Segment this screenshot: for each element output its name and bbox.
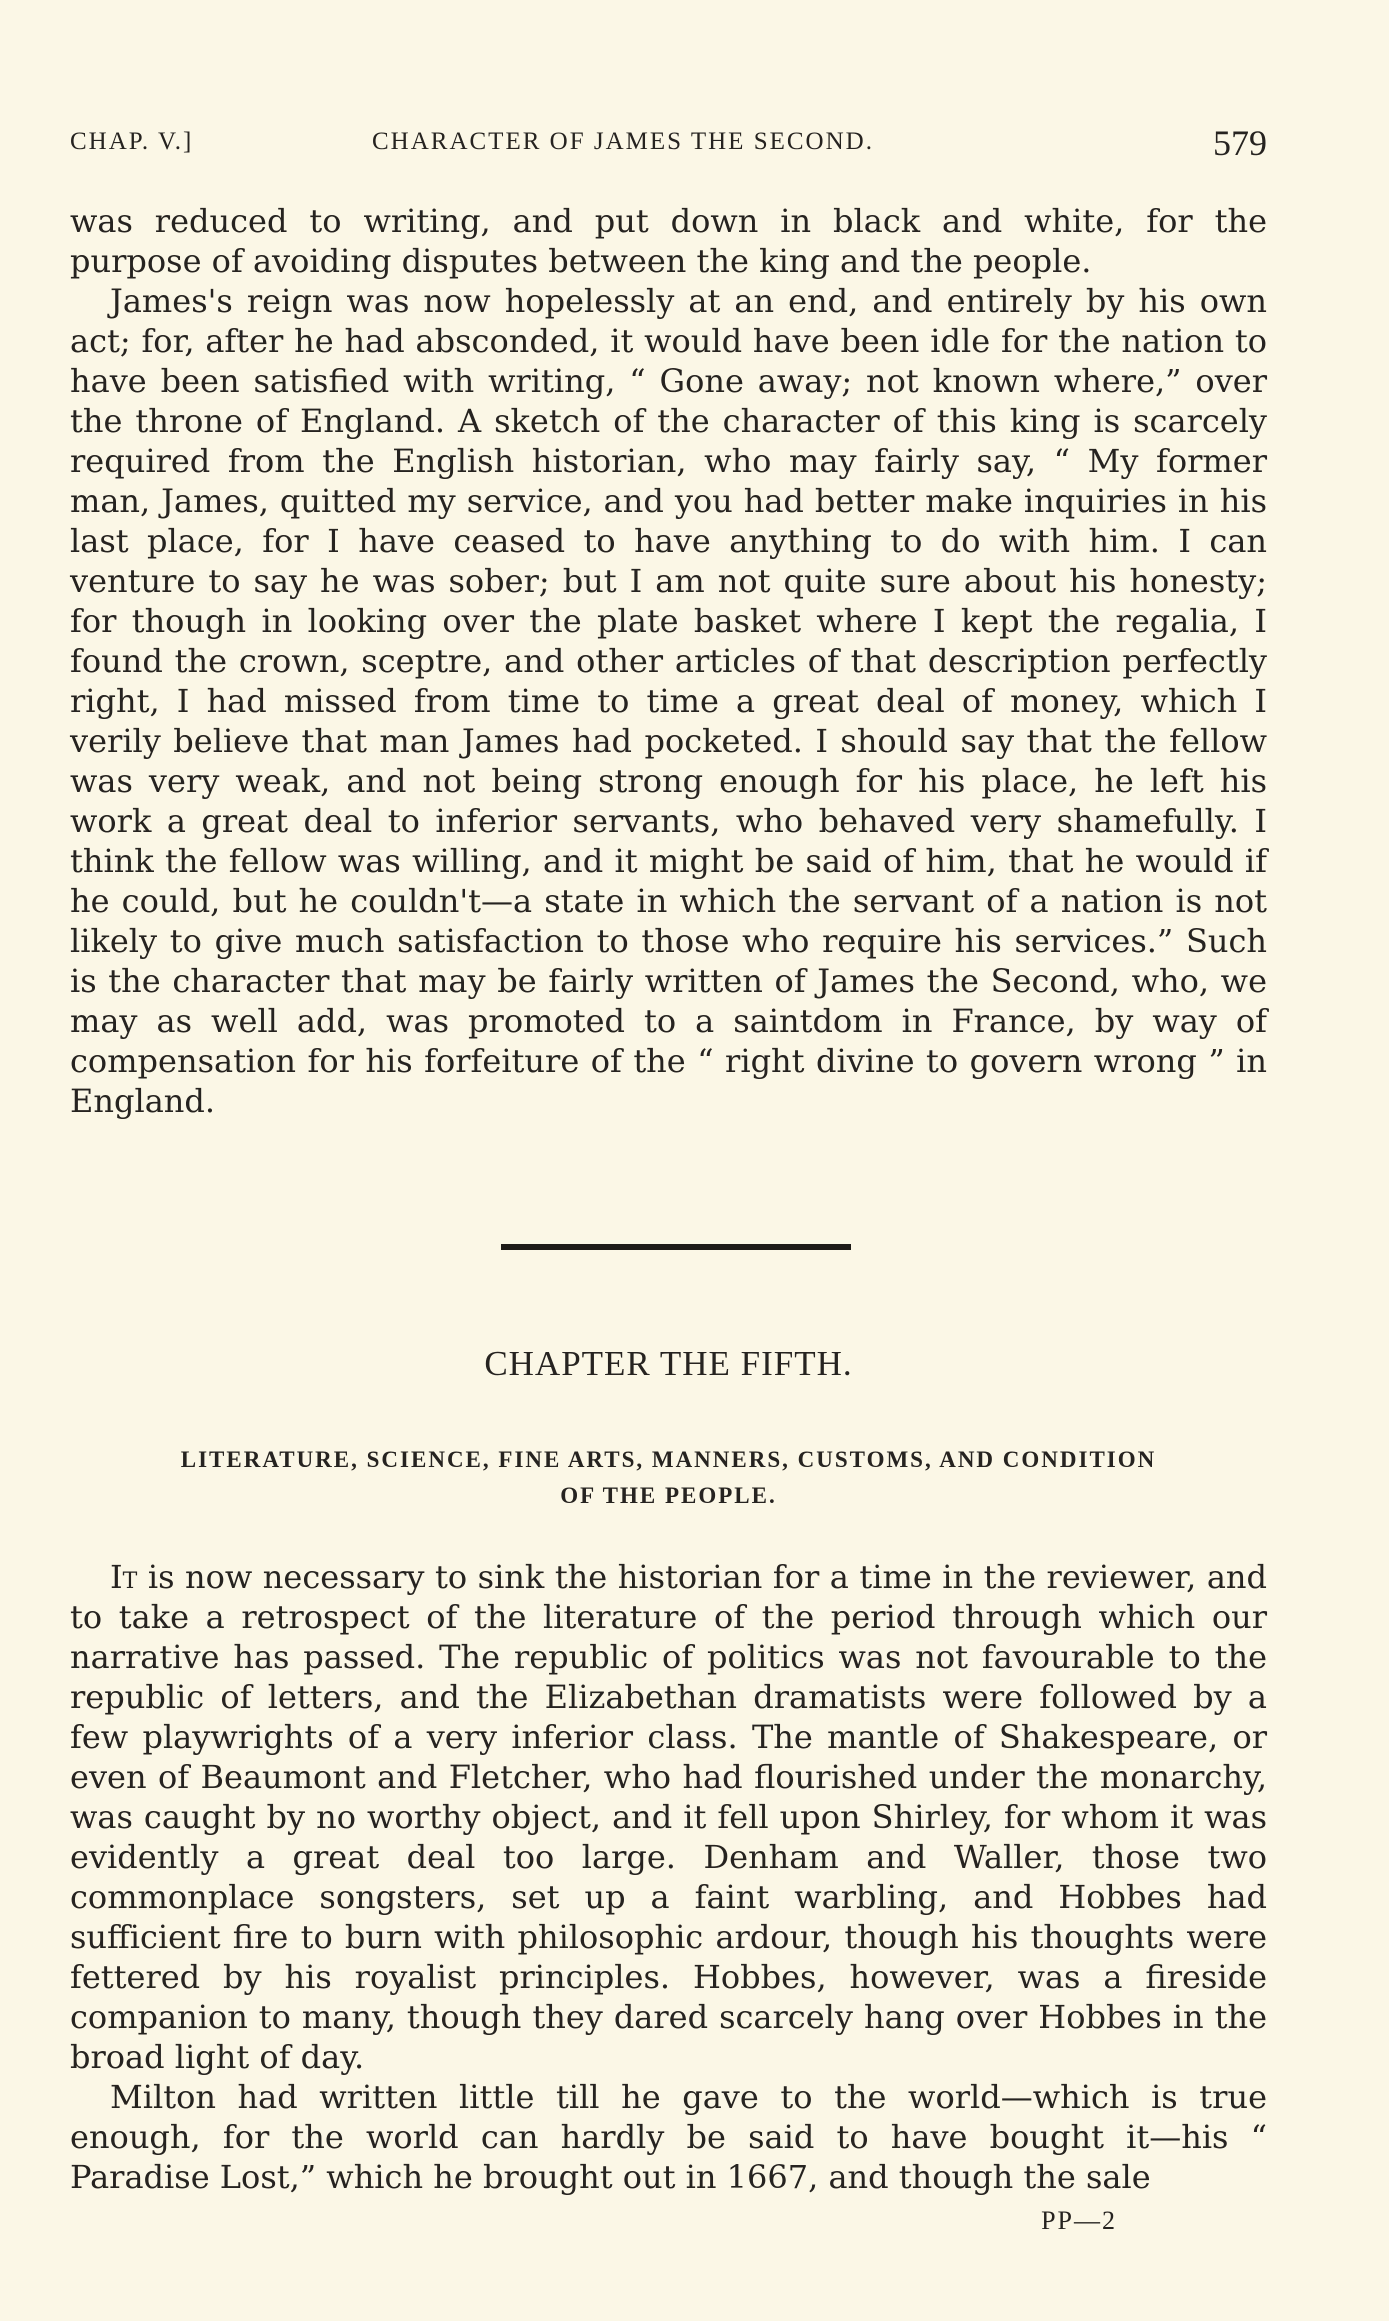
paragraph-text: [70, 1557, 1267, 2077]
running-head-title: CHARACTER OF JAMES THE SECOND.: [372, 128, 874, 155]
paragraph-chapter-opening: [70, 1557, 1267, 2077]
opening-paragraph-rest: is now necessary to sink the historian for a time in the reviewer, and to take a retrospect of the literature of the period through which our narrative has passed. The republic of politics was not favourable to the republic of letters, and the Elizabethan dramatists were followed by a few playwrights of a very inferior class. The mantle of Shakespeare, or even of Beaumont and Fletcher, who had flourished under the monarchy, was caught by no worthy object, and it fell upon Shirley, for whom it was evidently a great deal too large. Denham and Waller, those two commonplace songsters, set up a faint warbling, and Hobbes had sufficient fire to burn with philosophic ardour, though his thoughts were fettered by his royalist principles. Hobbes, however, was a fireside companion to many, though they dared scarcely hang over Hobbes in the broad light of day.: [70, 1558, 1267, 2076]
paragraph-text: Milton had written little till he gave to the world—which is true enough, for the world can hardly be said to have bought it—his “ Paradise Lost,” which he brought out in 1667, and though the sale: [70, 2078, 1267, 2196]
chapter-subtitle-line-2: OF THE PEOPLE.: [560, 1483, 777, 1508]
running-head: [70, 122, 1267, 166]
chapter-subtitle: [70, 1442, 1267, 1514]
opening-word: It: [110, 1558, 138, 1596]
chapter-title: CHAPTER THE FIFTH.: [484, 1344, 853, 1383]
paragraph-character-of-james: [70, 281, 1267, 1121]
book-page: [70, 0, 1267, 2321]
paragraph-continuation: [70, 201, 1267, 281]
signature-mark: PP—2: [1041, 2206, 1117, 2235]
section-divider-rule: [501, 1244, 851, 1250]
page-number: 579: [1213, 123, 1267, 163]
paragraph-milton: [70, 2077, 1267, 2197]
chapter-subtitle-line-1: LITERATURE, SCIENCE, FINE ARTS, MANNERS, CUSTOMS, AND CONDITION: [180, 1447, 1157, 1472]
paragraph-text: was reduced to writing, and put down in black and white, for the purpose of avoiding disputes between the king and the people.: [70, 202, 1267, 280]
paragraph-text: James's reign was now hopelessly at an end, and entirely by his own act; for, after he had absconded, it would have been idle for the nation to have been satisfied with writing, “ Gone away; not known where,” over the throne of England. A sketch of the character of this king is scarcely required from the English historian, who may fairly say, “ My former man, James, quitted my service, and you had better make inquiries in his last place, for I have ceased to have anything to do with him. I can venture to say he was sober; but I am not quite sure about his honesty; for though in looking over the plate basket where I kept the regalia, I found the crown, sceptre, and other articles of that description perfectly right, I had missed from time to time a great deal of money, which I verily believe that man James had pocketed. I should say that the fellow was very weak, and not being strong enough for his place, he left his work a great deal to inferior servants, who behaved very shamefully. I think the fellow was willing, and it might be said of him, that he would if he could, but he couldn't—a state in which the servant of a nation is not likely to give much satisfaction to those who require his services.” Such is the character that may be fairly written of James the Second, who, we may as well add, was promoted to a saintdom in France, by way of compensation for his forfeiture of the “ right divine to govern wrong ” in England.: [70, 282, 1267, 1120]
running-head-chapter: CHAP. V.]: [70, 128, 194, 155]
